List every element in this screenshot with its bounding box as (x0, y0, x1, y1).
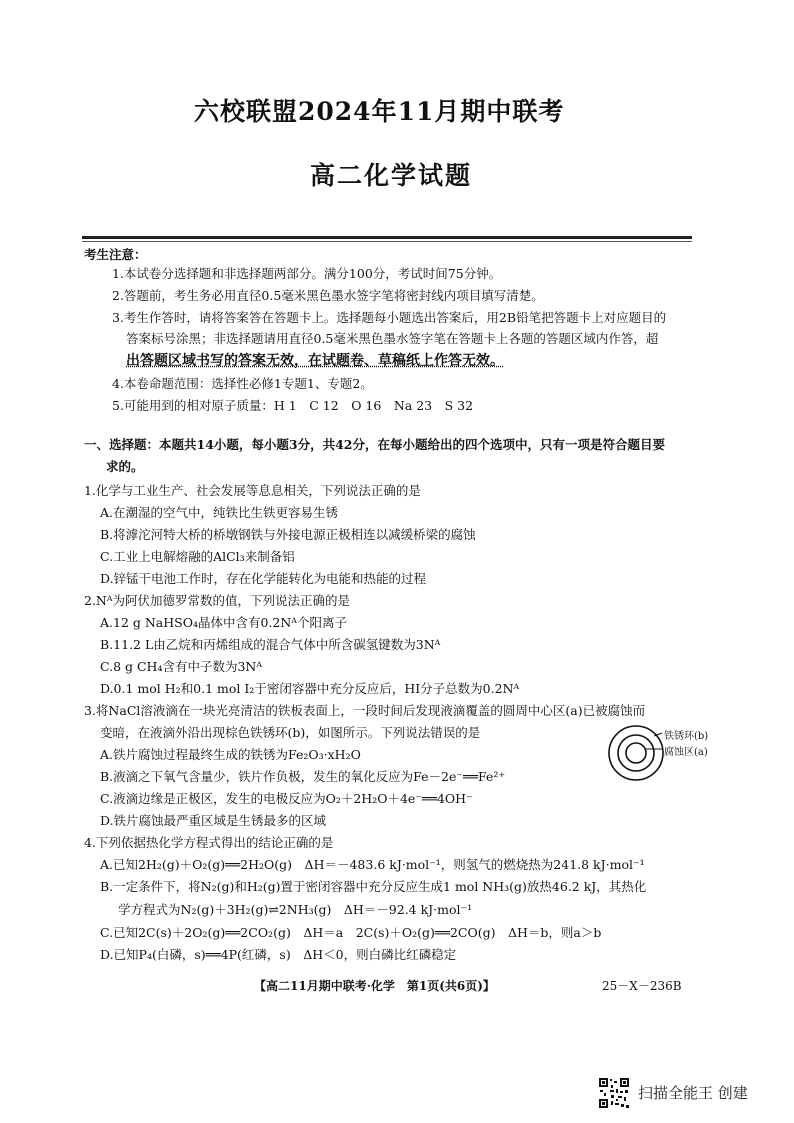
section-heading: 一、选择题：本题共14小题，每小题3分，共42分，在每小题给出的四个选项中，只有一项是符合题目要 (84, 437, 665, 452)
q4-option-b-cont: 学方程式为N₂(g)＋3H₂(g)⇌2NH₃(g) ΔH＝－92.4 kJ·mol⁻¹ (118, 902, 473, 917)
exam-title: 六校联盟2024年11月期中联考 (194, 97, 565, 126)
q2-option-b: B.11.2 L由乙烷和丙烯组成的混合气体中所含碳氢键数为3Nᴬ (100, 637, 441, 652)
q3-option-a: A.铁片腐蚀过程最终生成的铁锈为Fe₂O₃·xH₂O (100, 747, 361, 762)
q4-option-d: D.已知P₄(白磷，s)══4P(红磷，s) ΔH＜0，则白磷比红磷稳定 (100, 947, 457, 962)
notice-item-5: 5.可能用到的相对原子质量：H 1 C 12 O 16 Na 23 S 32 (112, 398, 474, 413)
q3-option-c: C.液滴边缘是正极区，发生的电极反应为O₂＋2H₂O＋4e⁻══4OH⁻ (100, 791, 473, 806)
diagram-label-a: 腐蚀区(a) (664, 747, 708, 758)
notice-item-2: 2.答题前，考生务必用直径0.5毫米黑色墨水签字笔将密封线内项目填写清楚。 (112, 288, 544, 303)
droplet-rust-ring-b (618, 735, 654, 771)
notice-item-3: 3.考生作答时，请将答案答在答题卡上。选择题每小题选出答案后，用2B铅笔把答题卡上对应题目的 (112, 310, 667, 325)
droplet-corrosion-area-a (626, 743, 646, 763)
page-footer: 【高二11月期中联考·化学 第1页(共6页)】 (254, 979, 495, 993)
header-rule (82, 236, 692, 239)
q3-stem: 3.将NaCl溶液滴在一块光亮清洁的铁板表面上，一段时间后发现液滴覆盖的圆周中心区(a)已被腐蚀而 (84, 703, 646, 718)
notice-heading: 考生注意： (84, 247, 147, 262)
q2-stem: 2.Nᴬ为阿伏加德罗常数的值，下列说法正确的是 (84, 593, 351, 608)
section-heading-cont: 求的。 (106, 459, 144, 474)
subject-title: 高二化学试题 (310, 161, 473, 190)
q1-option-a: A.在潮湿的空气中，纯铁比生铁更容易生锈 (100, 505, 339, 520)
q2-option-a: A.12 g NaHSO₄晶体中含有0.2Nᴬ个阳离子 (100, 615, 347, 630)
q4-stem: 4.下列依据热化学方程式得出的结论正确的是 (84, 835, 334, 850)
header-rule-thin (82, 241, 692, 242)
q1-option-d: D.锌锰干电池工作时，存在化学能转化为电能和热能的过程 (100, 571, 427, 586)
diagram-label-b: 铁锈环(b) (664, 731, 709, 742)
q1-stem: 1.化学与工业生产、社会发展等息息相关，下列说法正确的是 (84, 483, 421, 498)
scanner-watermark: 扫描全能王 创建 (638, 1084, 748, 1102)
notice-item-3-cont: 答案标号涂黑；非选择题请用直径0.5毫米黑色墨水签字笔在答题卡上各题的答题区域内作答，超 (126, 331, 659, 346)
q4-option-a: A.已知2H₂(g)＋O₂(g)══2H₂O(g) ΔH＝－483.6 kJ·mol⁻¹，则氢气的燃烧热为241.8 kJ·mol⁻¹ (100, 857, 645, 872)
qr-code-icon (598, 1077, 630, 1109)
q1-option-b: B.将滹沱河特大桥的桥墩钢铁与外接电源正极相连以减缓桥梁的腐蚀 (100, 527, 476, 542)
notice-item-4: 4.本卷命题范围：选择性必修1专题1、专题2。 (112, 376, 373, 391)
q2-option-d: D.0.1 mol H₂和0.1 mol I₂于密闭容器中充分反应后，HI分子总数为0.2Nᴬ (100, 681, 520, 696)
notice-item-3-warning: 出答题区域书写的答案无效，在试题卷、草稿纸上作答无效。 (126, 353, 504, 369)
exam-code: 25－X－236B (602, 979, 682, 993)
q2-option-c: C.8 g CH₄含有中子数为3Nᴬ (100, 659, 263, 674)
droplet-outer-ring (609, 726, 663, 780)
notice-item-1: 1.本试卷分选择题和非选择题两部分。满分100分，考试时间75分钟。 (112, 266, 502, 281)
q4-option-b: B.一定条件下，将N₂(g)和H₂(g)置于密闭容器中充分反应生成1 mol NH₃(g)放热46.2 kJ，其热化 (100, 879, 647, 894)
q3-option-d: D.铁片腐蚀最严重区域是生锈最多的区域 (100, 813, 327, 828)
q4-option-c: C.已知2C(s)＋2O₂(g)══2CO₂(g) ΔH＝a 2C(s)＋O₂(g)══2CO(g) ΔH＝b，则a＞b (100, 925, 602, 940)
q3-stem-cont: 变暗，在液滴外沿出现棕色铁锈环(b)，如图所示。下列说法错误的是 (100, 725, 481, 740)
q1-option-c: C.工业上电解熔融的AlCl₃来制备铝 (100, 549, 295, 564)
q3-option-b: B.液滴之下氧气含量少，铁片作负极，发生的氧化反应为Fe－2e⁻══Fe²⁺ (100, 769, 506, 784)
